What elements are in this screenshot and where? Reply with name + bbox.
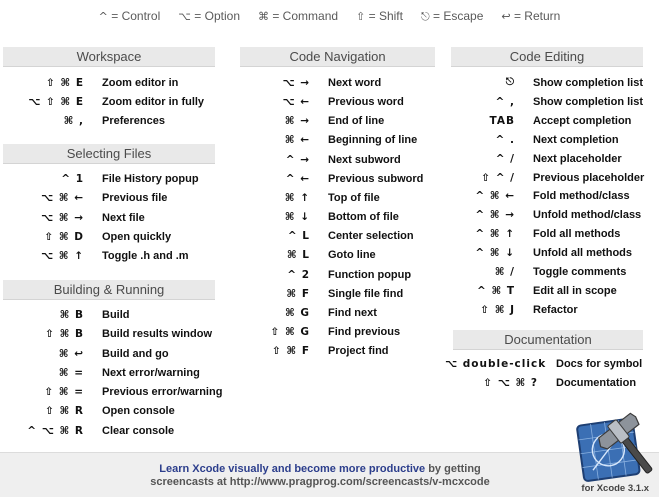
shortcut-label: Show completion list (533, 95, 644, 108)
shortcut-row-selecting-files (0, 169, 199, 188)
shortcut-row-editing (450, 243, 632, 262)
legend-item-option: ⌥ = Option (178, 9, 240, 23)
shortcut-keys: ⇧ ⌘ E (45, 76, 84, 89)
shortcut-row-navigation (240, 169, 423, 188)
section-header-documentation: Documentation (453, 330, 643, 350)
shortcut-row-workspace (0, 111, 165, 130)
footer-link-text[interactable]: Learn Xcode visually and become more productive (159, 463, 426, 475)
shortcut-label: Unfold method/class (533, 208, 642, 221)
footer-line-2: screencasts at http://www.pragprog.com/screencasts/v-mcxcode (150, 476, 490, 488)
shortcut-label: Show completion list (533, 76, 644, 89)
shortcut-row-navigation (240, 73, 381, 92)
xcode-icon (574, 405, 654, 483)
shortcut-row-navigation (240, 322, 400, 341)
shortcut-label: Previous file (102, 191, 168, 204)
shortcut-row-navigation (240, 92, 404, 111)
shortcut-row-selecting-files (0, 188, 167, 207)
legend-item-escape: ⎋ = Escape (420, 8, 484, 23)
shortcut-row-navigation (240, 150, 401, 169)
shortcut-row-documentation (445, 354, 642, 373)
shortcut-keys: ^ . (495, 133, 515, 146)
shortcut-label: Find previous (328, 325, 401, 338)
shortcut-label: Next completion (533, 133, 619, 146)
shortcut-row-editing (450, 111, 631, 130)
shortcut-keys: ^ ← (285, 172, 310, 185)
shortcut-row-editing (450, 205, 641, 224)
shortcut-row-editing (450, 130, 619, 149)
shortcut-keys: ⇧ ⌘ = (44, 385, 84, 398)
shortcut-row-navigation (240, 341, 389, 360)
shortcut-keys: ⌘ ↑ (284, 191, 310, 204)
shortcut-row-navigation (240, 245, 376, 264)
shortcut-keys: ⇧ ⌘ R (45, 404, 84, 417)
shortcut-keys: ⌘ F (286, 287, 310, 300)
legend-item-control: ^ = Control (98, 9, 161, 23)
shortcut-keys: ⌘ → (284, 114, 310, 127)
shortcut-keys: ⌥ ← (282, 95, 310, 108)
section-header-building: Building & Running (3, 280, 215, 300)
shortcut-label: Center selection (328, 229, 414, 242)
shortcut-label: Edit all in scope (533, 284, 617, 297)
shortcut-label: Next error/warning (102, 366, 200, 379)
shortcut-label: Next subword (328, 153, 401, 166)
shortcut-row-navigation (240, 265, 411, 284)
shortcut-keys: ⇧ ⌘ J (480, 303, 515, 316)
shortcut-keys: ⌘ B (59, 308, 84, 321)
shortcut-keys: ^ ⌘ T (476, 284, 515, 297)
shortcut-row-workspace (0, 92, 204, 111)
shortcut-keys: ^ ⌘ ← (475, 189, 515, 202)
shortcut-label: Zoom editor in (102, 76, 179, 89)
shortcut-label: Previous subword (328, 172, 424, 185)
shortcut-keys: ⌘ , (63, 114, 84, 127)
shortcut-keys: ⌥ double-click (445, 357, 547, 370)
legend-item-shift: ⇧ = Shift (356, 9, 403, 23)
shortcut-row-documentation (445, 373, 636, 392)
shortcut-label: Preferences (102, 114, 165, 127)
shortcut-label: Previous word (328, 95, 404, 108)
shortcut-row-building (0, 363, 200, 382)
shortcut-row-navigation (240, 226, 414, 245)
shortcut-row-building (0, 401, 175, 420)
shortcut-row-selecting-files (0, 208, 145, 227)
shortcut-keys: ^ ⌘ ↑ (475, 227, 515, 240)
shortcut-label: Previous placeholder (533, 171, 645, 184)
shortcut-row-workspace (0, 73, 178, 92)
shortcut-row-editing (450, 168, 644, 187)
shortcut-label: Toggle comments (533, 265, 627, 278)
shortcut-row-building (0, 382, 222, 401)
shortcut-label: Refactor (533, 303, 578, 316)
shortcut-label: Find next (328, 306, 377, 319)
shortcut-keys: ⌘ G (284, 306, 310, 319)
shortcut-label: Documentation (556, 376, 637, 389)
shortcut-label: Zoom editor in fully (102, 95, 205, 108)
shortcut-label: Bottom of file (328, 210, 399, 223)
shortcut-label: Function popup (328, 268, 412, 281)
shortcut-label: Unfold all methods (533, 246, 632, 259)
shortcut-row-navigation (240, 130, 417, 149)
shortcut-keys: ^ 1 (61, 172, 84, 185)
shortcut-label: Build and go (102, 347, 169, 360)
shortcut-keys: ⌘ ↩ (58, 347, 84, 360)
shortcut-label: Build results window (102, 327, 213, 340)
shortcut-label: Previous error/warning (102, 385, 223, 398)
shortcut-row-building (0, 324, 212, 343)
shortcut-keys: ^ → (285, 153, 310, 166)
shortcut-row-editing (450, 149, 622, 168)
shortcut-keys: ^ ⌘ → (475, 208, 515, 221)
shortcut-label: Next placeholder (533, 152, 622, 165)
legend-item-return: ↩ = Return (501, 9, 561, 23)
shortcut-label: Next word (328, 76, 382, 89)
shortcut-keys: ⇧ ⌘ B (45, 327, 84, 340)
shortcut-keys: ⌥ ⇧ ⌘ E (28, 95, 84, 108)
shortcut-keys: ^ 2 (287, 268, 310, 281)
shortcut-row-navigation (240, 284, 403, 303)
shortcut-keys: ⇧ ⌥ ⌘ ? (483, 376, 538, 389)
shortcut-keys: ^ ⌘ ↓ (475, 246, 515, 259)
shortcut-label: File History popup (102, 172, 199, 185)
shortcut-row-editing (450, 262, 626, 281)
shortcut-label: Build (102, 308, 130, 321)
shortcut-row-editing (450, 281, 617, 300)
footer-text (120, 463, 520, 489)
shortcut-label: Open quickly (102, 230, 172, 243)
shortcut-row-navigation (240, 303, 377, 322)
shortcut-keys: ⌘ L (286, 248, 310, 261)
shortcut-row-editing (450, 92, 643, 111)
shortcut-keys: ⇧ ⌘ F (271, 344, 310, 357)
shortcut-row-editing (450, 300, 578, 319)
footer-line-1: Learn Xcode visually and become more productive by getting (159, 463, 481, 475)
shortcut-row-editing (450, 224, 620, 243)
shortcut-label: Docs for symbol (556, 357, 643, 370)
shortcut-label: Project find (328, 344, 389, 357)
section-header-selecting-files: Selecting Files (3, 144, 215, 164)
shortcut-row-building (0, 344, 169, 363)
shortcut-keys: ⌘ = (58, 366, 84, 379)
shortcut-row-editing (450, 73, 643, 92)
shortcut-keys: ⌥ ⌘ ↑ (41, 249, 84, 262)
shortcut-keys: ^ ⌥ ⌘ R (27, 424, 84, 437)
shortcut-row-editing (450, 186, 630, 205)
legend-bar (0, 0, 659, 32)
shortcut-keys: ⇧ ⌘ G (270, 325, 310, 338)
shortcut-label: Single file find (328, 287, 404, 300)
section-header-editing: Code Editing (451, 47, 643, 67)
version-label: for Xcode 3.1.x (581, 483, 649, 494)
shortcut-label: Open console (102, 404, 175, 417)
shortcut-keys: ⌘ / (494, 265, 515, 278)
legend-item-command: ⌘ = Command (258, 9, 339, 23)
shortcut-label: Next file (102, 211, 145, 224)
shortcut-row-building (0, 421, 174, 440)
shortcut-keys: ⇧ ^ / (481, 171, 515, 184)
shortcut-keys: ^ / (495, 152, 515, 165)
shortcut-keys: ⇧ ⌘ D (44, 230, 84, 243)
shortcut-row-selecting-files (0, 246, 189, 265)
shortcut-row-navigation (240, 207, 399, 226)
shortcut-label: Goto line (328, 248, 376, 261)
shortcut-label: Fold all methods (533, 227, 621, 240)
shortcut-label: Fold method/class (533, 189, 630, 202)
shortcut-row-navigation (240, 111, 384, 130)
shortcut-label: Beginning of line (328, 133, 418, 146)
shortcut-row-selecting-files (0, 227, 171, 246)
section-header-navigation: Code Navigation (240, 47, 435, 67)
shortcut-keys: ^ , (495, 95, 515, 108)
shortcut-keys: ⌘ ← (284, 133, 310, 146)
shortcut-keys: ⌘ ↓ (284, 210, 310, 223)
shortcut-keys: ⎋ (505, 76, 515, 88)
shortcut-label: End of line (328, 114, 385, 127)
shortcut-label: Toggle .h and .m (102, 249, 189, 262)
section-header-workspace: Workspace (3, 47, 215, 67)
shortcut-label: Clear console (102, 424, 175, 437)
shortcut-keys: ^ L (287, 229, 310, 242)
shortcut-keys: ⌥ ⌘ ← (41, 191, 84, 204)
shortcut-label: Accept completion (533, 114, 632, 127)
shortcut-row-building (0, 305, 130, 324)
shortcut-keys: ⌥ → (282, 76, 310, 89)
shortcut-label: Top of file (328, 191, 380, 204)
shortcut-keys: TAB (489, 114, 515, 127)
shortcut-keys: ⌥ ⌘ → (41, 211, 84, 224)
shortcut-row-navigation (240, 188, 380, 207)
